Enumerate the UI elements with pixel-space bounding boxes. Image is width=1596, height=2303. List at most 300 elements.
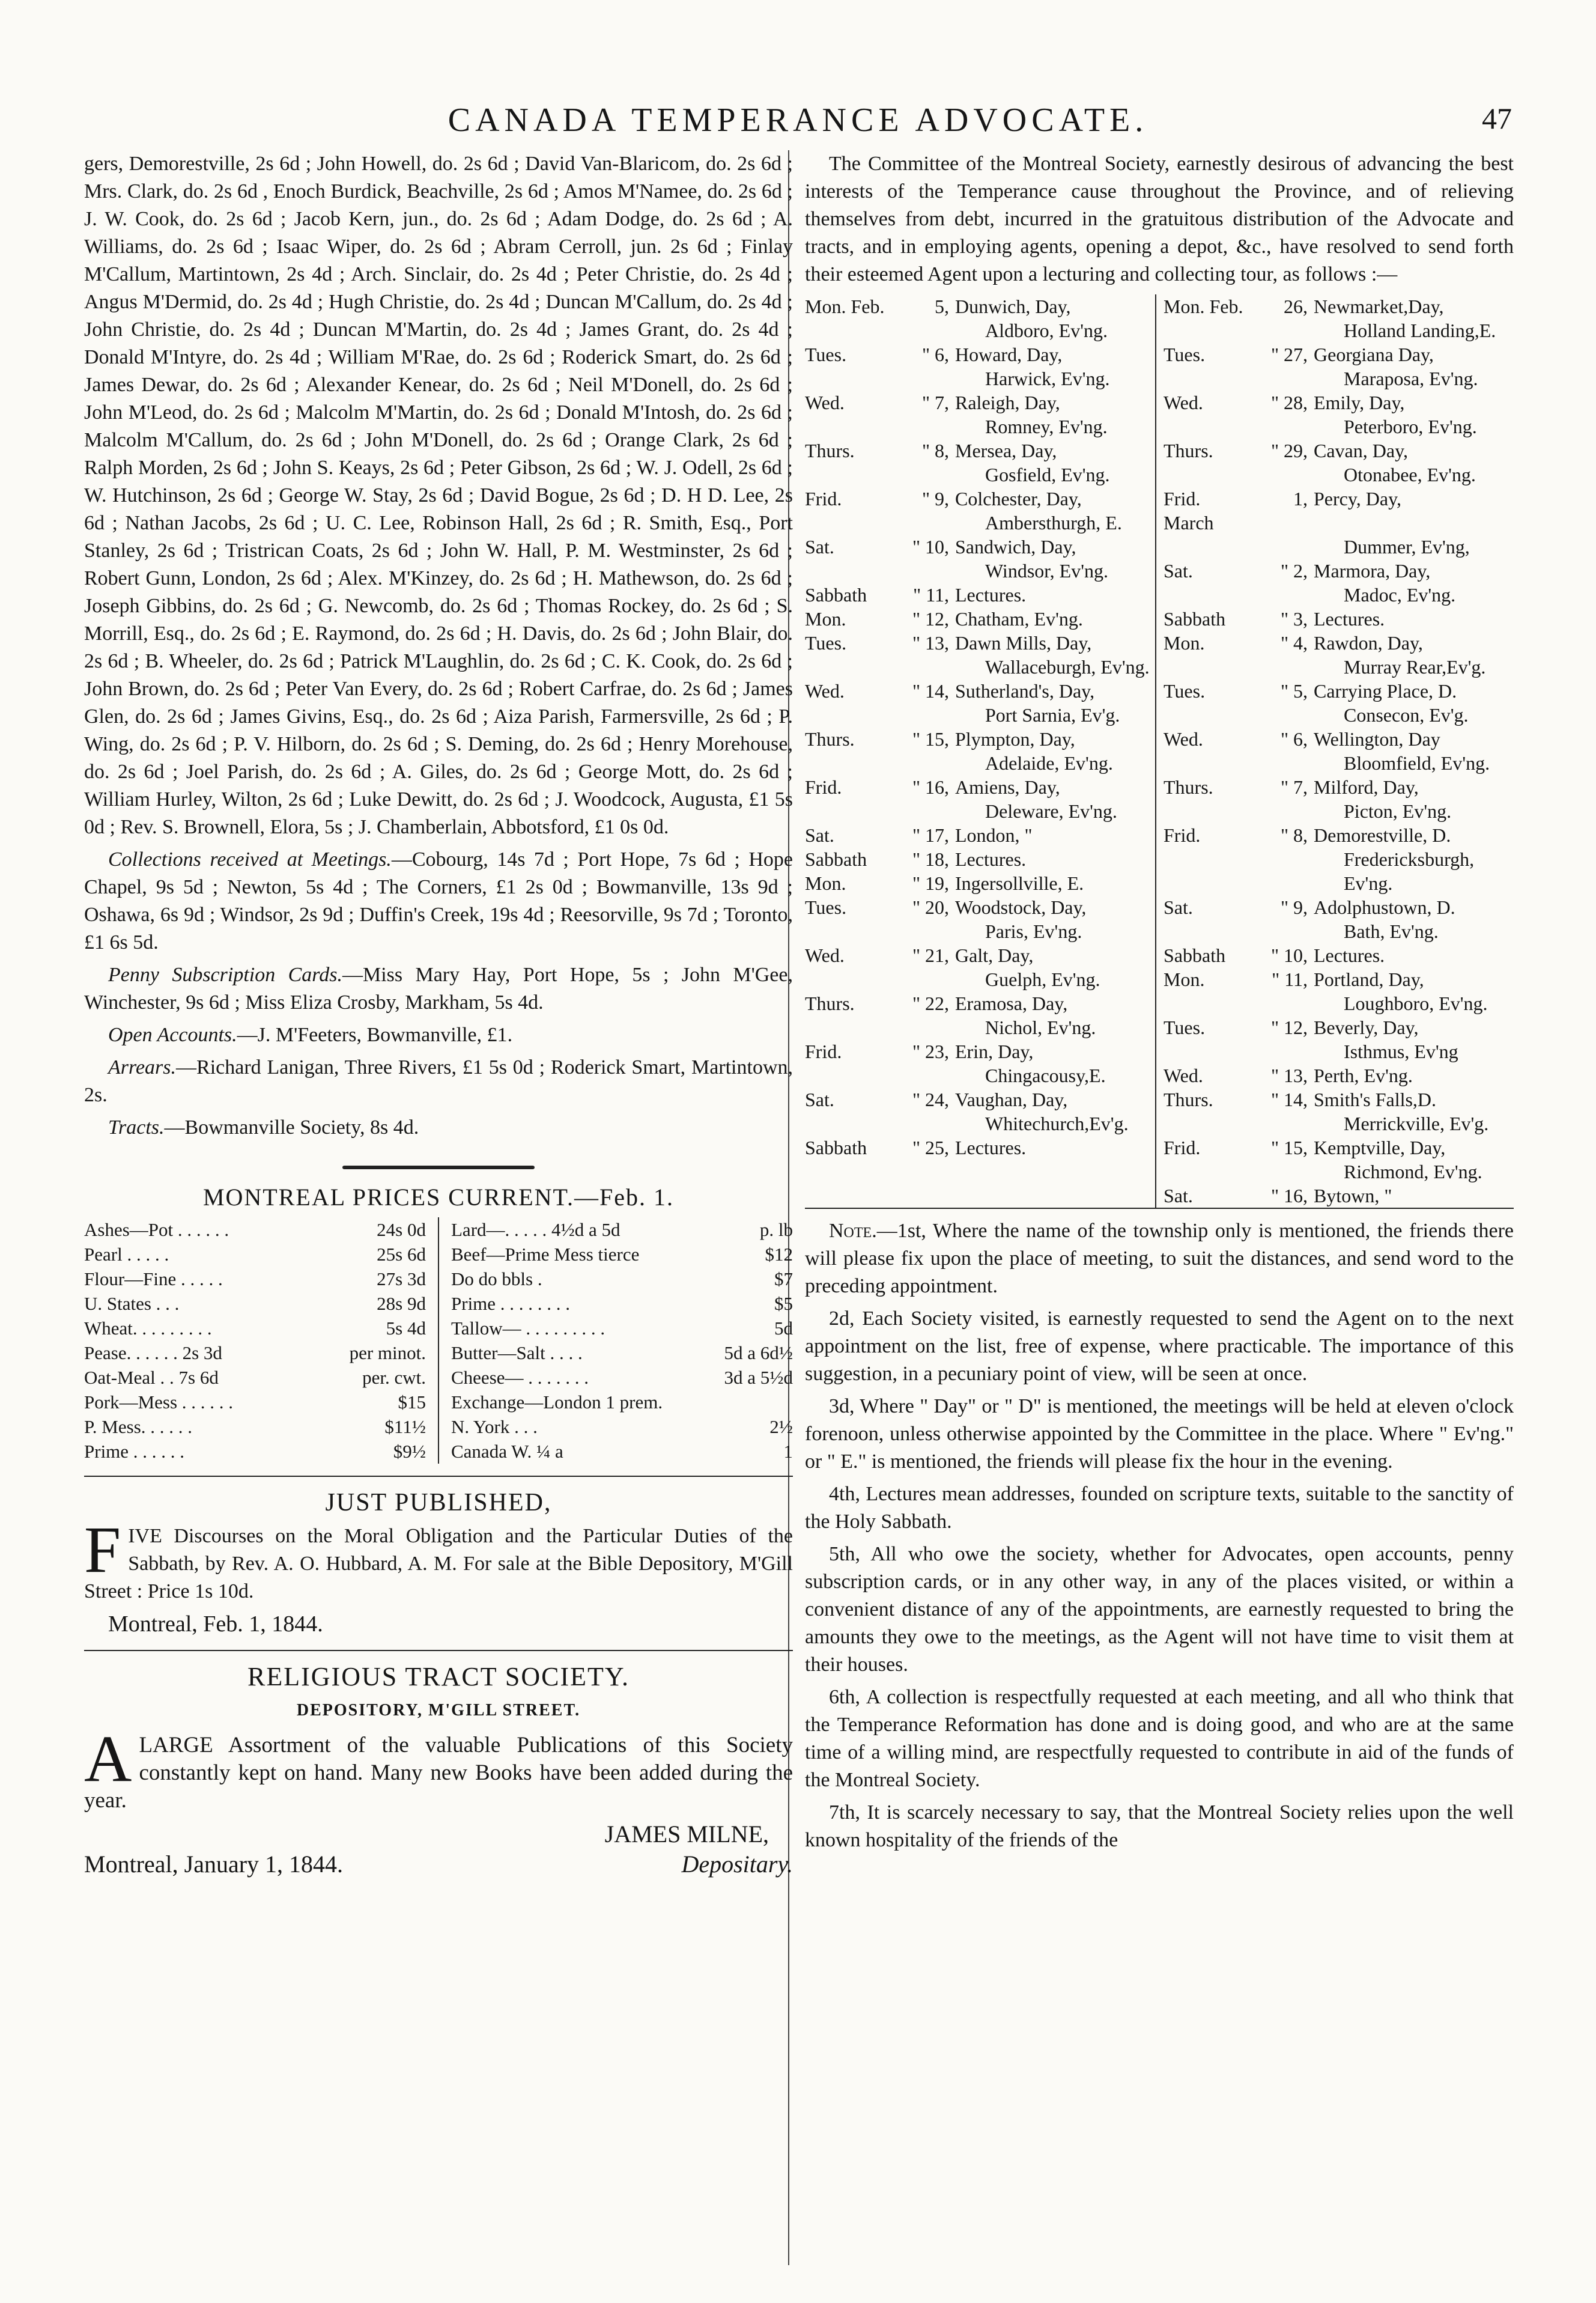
price-row xyxy=(84,1365,426,1390)
schedule-place: Wellington, Day xyxy=(1314,728,1440,750)
schedule-evening: Port Sarnia, Ev'g. xyxy=(985,704,1120,726)
schedule-evening: Adelaide, Ev'ng. xyxy=(985,752,1113,774)
schedule-place: Kemptville, Day, xyxy=(1314,1137,1446,1158)
tract-society-dateline xyxy=(84,1851,793,1878)
schedule-evening: Madoc, Ev'ng. xyxy=(1344,584,1456,606)
schedule-row xyxy=(805,727,1155,751)
schedule-date: " 6, xyxy=(921,344,949,365)
schedule-row xyxy=(805,991,1155,1015)
open-label: Open Accounts. xyxy=(108,1024,237,1046)
price-row xyxy=(84,1242,426,1267)
schedule-day: Tues. xyxy=(805,896,847,918)
schedule-place: Lectures. xyxy=(955,848,1027,870)
right-column xyxy=(805,150,1514,1859)
schedule-date: " 20, xyxy=(912,896,949,918)
schedule-date: " 29, xyxy=(1270,440,1308,461)
schedule-row xyxy=(805,487,1155,511)
price-value: 3d a 5½d xyxy=(724,1367,793,1388)
price-item: P. Mess. . . . . . xyxy=(84,1416,193,1437)
schedule-date: " 28, xyxy=(1270,392,1308,413)
price-item: Cheese— . . . . . . . xyxy=(451,1367,589,1388)
schedule-day: Sat. xyxy=(805,1089,834,1110)
schedule-row xyxy=(805,631,1155,655)
prices-title: MONTREAL PRICES CURRENT.—Feb. 1. xyxy=(202,1184,675,1211)
schedule-place: Cavan, Day, xyxy=(1314,440,1408,461)
price-value: per minot. xyxy=(349,1342,426,1363)
price-row xyxy=(84,1414,426,1439)
page-header xyxy=(72,101,1524,143)
schedule-place: Colchester, Day, xyxy=(955,488,1082,510)
price-item: N. York . . . xyxy=(451,1416,538,1437)
schedule-row xyxy=(805,823,1155,847)
schedule-day: Mon. xyxy=(1164,632,1205,654)
tract-society-text: LARGE Assortment of the valuable Publications of this Society constantly kept on hand. Many new Books have been added during the year. xyxy=(84,1733,793,1813)
schedule-evening: Merrickville, Ev'g. xyxy=(1344,1113,1489,1134)
schedule-row xyxy=(1164,967,1514,991)
schedule-day: Thurs. xyxy=(805,440,855,461)
price-item: Flour—Fine . . . . . xyxy=(84,1268,223,1289)
schedule-evening: Deleware, Ev'ng. xyxy=(985,800,1117,822)
schedule-place: London, " xyxy=(955,824,1033,846)
schedule-place: Howard, Day, xyxy=(955,344,1063,365)
penny-text: —Miss Mary Hay, Port Hope, 5s ; John M'Gee, Winchester, 9s 6d ; Miss Eliza Crosby, Markham, 5s 4d. xyxy=(84,964,793,1014)
schedule-day: Thurs. xyxy=(1164,776,1213,798)
schedule-place: Eramosa, Day, xyxy=(955,993,1068,1014)
schedule-date: " 17, xyxy=(912,824,949,846)
schedule-date: " 8, xyxy=(1280,824,1308,846)
schedule-day: Tues. xyxy=(1164,344,1206,365)
price-item: Butter—Salt . . . . xyxy=(451,1342,583,1363)
schedule-date: " 18, xyxy=(912,848,949,870)
schedule-date: " 10, xyxy=(1270,945,1308,966)
schedule-date: 1, xyxy=(1293,488,1308,510)
price-value: per. cwt. xyxy=(362,1367,426,1388)
schedule-date: " 11, xyxy=(1272,969,1308,990)
schedule-day: Frid. xyxy=(1164,824,1201,846)
schedule-date: " 5, xyxy=(1280,680,1308,702)
schedule-day: Frid. March xyxy=(1164,488,1214,534)
price-row xyxy=(84,1390,426,1414)
schedule-evening: Whitechurch,Ev'g. xyxy=(985,1113,1129,1134)
note-3: 3d, Where " Day" or " D" is mentioned, the meetings will be held at eleven o'clock forenoon, unless otherwise appointed by the Committee in the place. Where " Ev'ng." or " E." is mentioned, the friends will please fix the hour in the evening. xyxy=(805,1395,1514,1473)
schedule-place: Lectures. xyxy=(955,1137,1027,1158)
schedule-evening: Otonabee, Ev'ng. xyxy=(1344,464,1476,485)
schedule-place: Percy, Day, xyxy=(1314,488,1402,510)
schedule-evening: Bath, Ev'ng. xyxy=(1344,920,1439,942)
schedule-row xyxy=(805,294,1155,318)
schedule-day: Sat. xyxy=(805,536,834,558)
schedule-date: " 16, xyxy=(912,776,949,798)
signature-name: JAMES MILNE, xyxy=(604,1821,769,1848)
schedule-row xyxy=(1164,775,1514,799)
schedule-place: Lectures. xyxy=(955,584,1027,606)
schedule-evening: Fredericksburgh, Ev'ng. xyxy=(1344,848,1475,894)
schedule-left xyxy=(805,294,1155,1208)
schedule-row xyxy=(1164,727,1514,751)
schedule-day: Mon. xyxy=(1164,969,1205,990)
price-value: 27s 3d xyxy=(377,1268,426,1289)
arrears-paragraph xyxy=(84,1054,793,1109)
price-row xyxy=(451,1340,793,1365)
schedule-row xyxy=(1164,607,1514,631)
schedule-row xyxy=(805,1136,1155,1160)
schedule-day: Sat. xyxy=(1164,560,1193,582)
collections-label: Collections received at Meetings. xyxy=(108,848,392,871)
prices-table xyxy=(84,1217,793,1464)
price-item: Oat-Meal . . 7s 6d xyxy=(84,1367,219,1388)
schedule-day: Tues. xyxy=(805,632,847,654)
schedule-date: " 10, xyxy=(912,536,949,558)
price-row xyxy=(84,1217,426,1242)
price-value: 5d xyxy=(774,1318,793,1339)
schedule-date: " 14, xyxy=(912,680,949,702)
price-item: Beef—Prime Mess tierce xyxy=(451,1244,640,1265)
schedule-evening: Aldboro, Ev'ng. xyxy=(985,320,1108,341)
five-discourses-ad xyxy=(84,1513,793,1605)
prices-separator xyxy=(438,1217,439,1464)
schedule-row xyxy=(1164,1015,1514,1039)
schedule-evening: Dummer, Ev'ng, xyxy=(1344,536,1470,558)
price-item: Ashes—Pot . . . . . . xyxy=(84,1219,229,1240)
schedule-place: Raleigh, Day, xyxy=(955,392,1060,413)
schedule-day: Sat. xyxy=(805,824,834,846)
schedule-date: " 23, xyxy=(912,1041,949,1062)
schedule-row xyxy=(1164,1063,1514,1088)
schedule-date: " 11, xyxy=(913,584,949,606)
price-row xyxy=(451,1414,793,1439)
depository-line: DEPOSITORY, M'GILL STREET. xyxy=(296,1701,581,1720)
schedule-row xyxy=(1164,342,1514,367)
schedule-place: Amiens, Day, xyxy=(955,776,1060,798)
schedule-place: Bytown, " xyxy=(1314,1185,1392,1206)
price-row xyxy=(84,1439,426,1464)
schedule-place: Portland, Day, xyxy=(1314,969,1424,990)
note-1-text: —1st, Where the name of the township only is mentioned, the friends there will please fix upon the place of meeting, to suit the distances, and send word to the preceding appointment. xyxy=(805,1220,1514,1297)
schedule-date: " 24, xyxy=(912,1089,949,1110)
schedule-day: Sabbath xyxy=(805,848,867,870)
price-row xyxy=(451,1316,793,1340)
schedule-day: Frid. xyxy=(805,776,842,798)
schedule-day: Mon. xyxy=(805,872,846,894)
price-row xyxy=(451,1365,793,1390)
collections-text: —Cobourg, 14s 7d ; Port Hope, 7s 6d ; Hope Chapel, 9s 5d ; Newton, 5s 4d ; The Corners, £1 2s 0d ; Bowmanville, 13s 9d ; Oshawa, 6s 9d ; Windsor, 2s 9d ; Duffin's Creek, 19s 4d ; Reesorville, 9s 7d ; Toronto, £1 6s 5d. xyxy=(84,848,793,954)
schedule-date: " 22, xyxy=(912,993,949,1014)
price-value: $9½ xyxy=(393,1441,426,1462)
price-value: $12 xyxy=(765,1244,793,1265)
schedule-evening: Maraposa, Ev'ng. xyxy=(1344,368,1478,389)
schedule-day: Wed. xyxy=(1164,728,1203,750)
drop-cap: A xyxy=(84,1722,132,1795)
schedule-day: Sabbath xyxy=(805,1137,867,1158)
schedule-day: Wed. xyxy=(805,392,845,413)
tracts-paragraph xyxy=(84,1114,793,1142)
schedule-evening: Richmond, Ev'ng. xyxy=(1344,1161,1482,1182)
price-value: 5s 4d xyxy=(386,1318,426,1339)
schedule-evening: Picton, Ev'ng. xyxy=(1344,800,1452,822)
schedule-evening: Paris, Ev'ng. xyxy=(985,920,1082,942)
schedule-day: Tues. xyxy=(1164,680,1206,702)
schedule-evening: Bloomfield, Ev'ng. xyxy=(1344,752,1490,774)
note-label: Note. xyxy=(829,1220,877,1242)
price-value: $11½ xyxy=(384,1416,426,1437)
schedule-day: Frid. xyxy=(805,1041,842,1062)
schedule-day: Thurs. xyxy=(1164,440,1213,461)
schedule-day: Sabbath xyxy=(1164,608,1226,630)
schedule-date: " 27, xyxy=(1270,344,1308,365)
schedule-row xyxy=(805,391,1155,415)
schedule-day: Tues. xyxy=(805,344,847,365)
schedule-place: Dunwich, Day, xyxy=(955,296,1071,317)
schedule-day: Frid. xyxy=(805,488,842,510)
schedule-date: " 8, xyxy=(921,440,949,461)
schedule-row xyxy=(1164,679,1514,703)
schedule-row xyxy=(1164,943,1514,967)
schedule-place: Beverly, Day, xyxy=(1314,1017,1419,1038)
schedule-row xyxy=(805,439,1155,463)
schedule-place: Sutherland's, Day, xyxy=(955,680,1095,702)
schedule-place: Milford, Day, xyxy=(1314,776,1419,798)
schedule-row xyxy=(805,1039,1155,1063)
schedule-evening: Consecon, Ev'g. xyxy=(1344,704,1469,726)
schedule-evening: Ambersthurgh, E. xyxy=(985,512,1122,534)
penny-paragraph xyxy=(84,961,793,1017)
arrears-label: Arrears. xyxy=(108,1056,177,1078)
price-row xyxy=(451,1267,793,1291)
schedule-row xyxy=(805,847,1155,871)
schedule-day: Sabbath xyxy=(1164,945,1226,966)
five-discourses-text: IVE Discourses on the Moral Obligation and the Particular Duties of the Sabbath, by Rev. A. O. Hubbard, A. M. For sale at the Bible Depository, M'Gill Street : Price 1s 10d. xyxy=(84,1525,793,1602)
schedule-place: Emily, Day, xyxy=(1314,392,1405,413)
schedule-row xyxy=(1164,1088,1514,1112)
schedule-date: " 19, xyxy=(912,872,949,894)
schedule-row xyxy=(805,607,1155,631)
price-item: Canada W. ¼ a xyxy=(451,1441,563,1462)
penny-label: Penny Subscription Cards. xyxy=(108,964,342,986)
tract-society-date: Montreal, January 1, 1844. xyxy=(84,1851,344,1878)
schedule-day: Wed. xyxy=(1164,392,1203,413)
schedule-row xyxy=(1164,895,1514,919)
schedule-date: " 25, xyxy=(912,1137,949,1158)
schedule-place: Plympton, Day, xyxy=(955,728,1075,750)
price-value: $5 xyxy=(774,1293,793,1314)
price-value: 5d a 6d½ xyxy=(724,1342,793,1363)
note-5: 5th, All who owe the society, whether for Advocates, open accounts, penny subscription cards, or in any other way, in any of the places visited, or within a convenient distance of any of the appointments, are earnestly requested to bring the amounts they owe to the meetings, as the Agent will not have time to visit them at their houses. xyxy=(805,1543,1514,1676)
schedule-place: Woodstock, Day, xyxy=(955,896,1087,918)
schedule-date: " 6, xyxy=(1280,728,1308,750)
schedule-day: Mon. Feb. xyxy=(1164,296,1243,317)
schedule-day: Wed. xyxy=(805,945,845,966)
schedule-evening: Guelph, Ev'ng. xyxy=(985,969,1100,990)
price-item: Prime . . . . . . . . xyxy=(451,1293,571,1314)
price-row xyxy=(451,1242,793,1267)
schedule-date: " 9, xyxy=(921,488,949,510)
price-row xyxy=(84,1267,426,1291)
schedule-day: Mon. Feb. xyxy=(805,296,885,317)
schedule-evening: Romney, Ev'ng. xyxy=(985,416,1108,437)
schedule-date: " 12, xyxy=(912,608,949,630)
schedule-date: " 3, xyxy=(1280,608,1308,630)
schedule-day: Tues. xyxy=(1164,1017,1206,1038)
schedule-date: 5, xyxy=(935,296,949,317)
schedule-date: " 13, xyxy=(1270,1065,1308,1086)
schedule-date: " 12, xyxy=(1270,1017,1308,1038)
schedule-day: Wed. xyxy=(1164,1065,1203,1086)
price-item: Exchange—London 1 prem. xyxy=(451,1392,663,1413)
schedule-evening: Wallaceburgh, Ev'ng. xyxy=(985,656,1150,678)
schedule-place: Perth, Ev'ng. xyxy=(1314,1065,1413,1086)
price-value: 28s 9d xyxy=(377,1293,426,1314)
schedule-evening: Loughboro, Ev'ng. xyxy=(1344,993,1488,1014)
schedule-right xyxy=(1155,294,1514,1208)
schedule-row xyxy=(805,535,1155,559)
schedule-evening: Holland Landing,E. xyxy=(1344,320,1496,341)
schedule-row xyxy=(805,895,1155,919)
schedule-date: " 13, xyxy=(912,632,949,654)
schedule-date: " 15, xyxy=(1270,1137,1308,1158)
price-row xyxy=(451,1217,793,1242)
schedule-place: Lectures. xyxy=(1314,945,1385,966)
note-7: 7th, It is scarcely necessary to say, that the Montreal Society relies upon the well known hospitality of the friends of the xyxy=(805,1801,1514,1851)
schedule-row xyxy=(805,342,1155,367)
schedule-day: Thurs. xyxy=(805,993,855,1014)
schedule-row xyxy=(1164,439,1514,463)
price-item: Wheat. . . . . . . . . xyxy=(84,1318,212,1339)
schedule-place: Carrying Place, D. xyxy=(1314,680,1457,702)
schedule-place: Dawn Mills, Day, xyxy=(955,632,1092,654)
schedule-date: " 14, xyxy=(1270,1089,1308,1110)
price-item: U. States . . . xyxy=(84,1293,180,1314)
schedule-place: Vaughan, Day, xyxy=(955,1089,1068,1110)
price-value: 25s 6d xyxy=(377,1244,426,1265)
schedule-row xyxy=(1164,1184,1514,1208)
rule xyxy=(84,1476,793,1477)
five-discourses-date: Montreal, Feb. 1, 1844. xyxy=(108,1611,323,1637)
schedule-evening: Windsor, Ev'ng. xyxy=(985,560,1108,582)
tour-schedule xyxy=(805,294,1514,1209)
schedule-day: Sabbath xyxy=(805,584,867,606)
schedule-place: Newmarket,Day, xyxy=(1314,296,1444,317)
schedule-place: Sandwich, Day, xyxy=(955,536,1076,558)
schedule-row xyxy=(1164,294,1514,318)
schedule-place: Chatham, Ev'ng. xyxy=(955,608,1083,630)
prices-left-column xyxy=(84,1217,426,1464)
schedule-date: " 7, xyxy=(921,392,949,413)
price-row xyxy=(451,1439,793,1464)
price-value: 2½ xyxy=(769,1416,793,1437)
schedule-evening: Chingacousy,E. xyxy=(985,1065,1106,1086)
drop-cap: F xyxy=(84,1513,121,1586)
page-title: CANADA TEMPERANCE ADVOCATE. xyxy=(448,102,1148,139)
tract-society-ad xyxy=(84,1722,793,1815)
schedule-place: Lectures. xyxy=(1314,608,1385,630)
tract-society-role: Depositary. xyxy=(681,1851,793,1878)
price-row xyxy=(451,1390,793,1414)
prices-right-column xyxy=(451,1217,793,1464)
schedule-evening: Isthmus, Ev'ng xyxy=(1344,1041,1458,1062)
price-value: 24s 0d xyxy=(377,1219,426,1240)
rule xyxy=(84,1650,793,1651)
price-item: Prime . . . . . . xyxy=(84,1441,185,1462)
tracts-text: —Bowmanville Society, 8s 4d. xyxy=(164,1116,419,1139)
schedule-place: Adolphustown, D. xyxy=(1314,896,1455,918)
schedule-date: " 7, xyxy=(1280,776,1308,798)
price-row xyxy=(84,1340,426,1365)
page-number: 47 xyxy=(1482,102,1512,135)
schedule-date: " 21, xyxy=(912,945,949,966)
schedule-day: Sat. xyxy=(1164,1185,1193,1206)
price-value: $7 xyxy=(774,1268,793,1289)
price-item: Do do bbls . xyxy=(451,1268,542,1289)
schedule-place: Georgiana Day, xyxy=(1314,344,1434,365)
schedule-date: " 2, xyxy=(1280,560,1308,582)
schedule-day: Thurs. xyxy=(805,728,855,750)
schedule-row xyxy=(805,583,1155,607)
schedule-evening: Gosfield, Ev'ng. xyxy=(985,464,1110,485)
price-row xyxy=(84,1291,426,1316)
schedule-place: Demorestville, D. xyxy=(1314,824,1451,846)
arrears-text: —Richard Lanigan, Three Rivers, £1 5s 0d ; Roderick Smart, Martintown, 2s. xyxy=(84,1056,793,1106)
schedule-row xyxy=(1164,559,1514,583)
schedule-date: " 16, xyxy=(1270,1185,1308,1206)
price-value: p. lb xyxy=(759,1219,793,1240)
schedule-row xyxy=(1164,391,1514,415)
schedule-row xyxy=(1164,1136,1514,1160)
schedule-row xyxy=(805,679,1155,703)
schedule-day: Frid. xyxy=(1164,1137,1201,1158)
schedule-place: Marmora, Day, xyxy=(1314,560,1431,582)
note-4: 4th, Lectures mean addresses, founded on scripture texts, suitable to the sanctity of the Holy Sabbath. xyxy=(805,1483,1514,1533)
schedule-row xyxy=(805,871,1155,895)
note-2: 2d, Each Society visited, is earnestly requested to send the Agent on to the next appointment on the list, free of expense, where practicable. The importance of this suggestion, in a pecuniary point of view, will be seen at once. xyxy=(805,1307,1514,1385)
schedule-place: Mersea, Day, xyxy=(955,440,1057,461)
schedule-place: Ingersollville, E. xyxy=(955,872,1084,894)
ornament-divider xyxy=(342,1166,535,1169)
schedule-day: Mon. xyxy=(805,608,846,630)
schedule-day: Sat. xyxy=(1164,896,1193,918)
price-item: Tallow— . . . . . . . . . xyxy=(451,1318,605,1339)
schedule-date: " 4, xyxy=(1280,632,1308,654)
schedule-date: 26, xyxy=(1284,296,1308,317)
schedule-place: Erin, Day, xyxy=(955,1041,1034,1062)
note-1 xyxy=(805,1217,1514,1300)
price-item: Pork—Mess . . . . . . xyxy=(84,1392,234,1413)
schedule-row xyxy=(805,775,1155,799)
open-text: —J. M'Feeters, Bowmanville, £1. xyxy=(237,1024,513,1046)
price-value: 1 xyxy=(783,1441,793,1462)
price-item: Lard—. . . . . 4½d a 5d xyxy=(451,1219,620,1240)
price-row xyxy=(451,1291,793,1316)
schedule-place: Smith's Falls,D. xyxy=(1314,1089,1437,1110)
schedule-row xyxy=(805,943,1155,967)
open-accounts-paragraph xyxy=(84,1021,793,1049)
schedule-date: " 9, xyxy=(1280,896,1308,918)
schedule-evening: Murray Rear,Ev'g. xyxy=(1344,656,1486,678)
schedule-date: " 15, xyxy=(912,728,949,750)
just-published-title: JUST PUBLISHED, xyxy=(325,1489,552,1517)
schedule-place: Galt, Day, xyxy=(955,945,1034,966)
schedule-place: Rawdon, Day, xyxy=(1314,632,1423,654)
schedule-row xyxy=(1164,823,1514,847)
price-value: $15 xyxy=(398,1392,426,1413)
note-6: 6th, A collection is respectfully requested at each meeting, and all who think that the Temperance Reformation has done and is doing good, and who are at the same time of a willing mind, are respectfully requested to contribute in aid of the funds of the Montreal Society. xyxy=(805,1686,1514,1791)
price-row xyxy=(84,1316,426,1340)
left-column xyxy=(84,150,793,1878)
schedule-evening: Peterboro, Ev'ng. xyxy=(1344,416,1477,437)
tour-intro: The Committee of the Montreal Society, earnestly desirous of advancing the best interests of the Temperance cause throughout the Province, and of relieving themselves from debt, incurred in the gratuitous distribution of the Advocate and tracts, and in employing agents, opening a depot, &c., have resolved to send forth their esteemed Agent upon a lecturing and collecting tour, as follows :— xyxy=(805,153,1514,285)
price-item: Pease. . . . . . 2s 3d xyxy=(84,1342,222,1363)
schedule-evening: Nichol, Ev'ng. xyxy=(985,1017,1096,1038)
schedule-row xyxy=(805,1088,1155,1112)
